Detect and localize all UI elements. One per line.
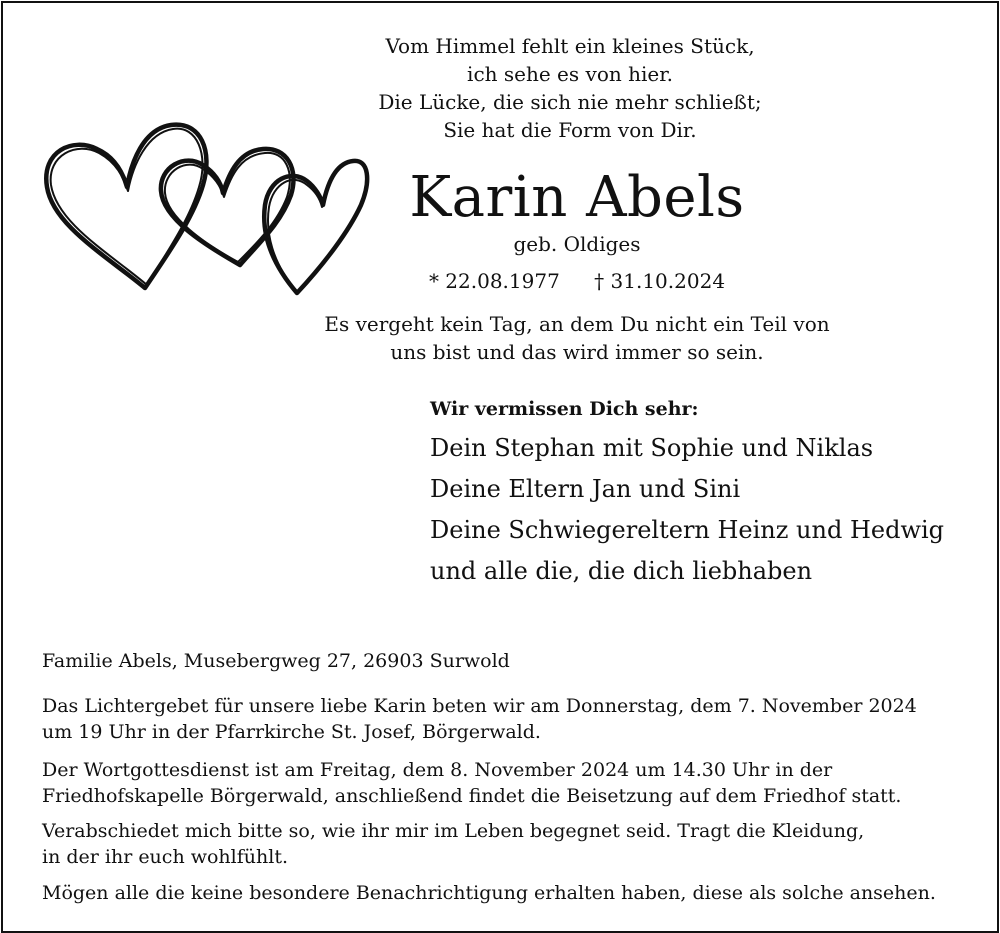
announcement-line: Das Lichtergebet für unsere liebe Karin beten wir am Donnerstag, dem 7. November 2024 <box>42 695 917 717</box>
family-address: Familie Abels, Musebergweg 27, 26903 Surwold <box>42 650 510 672</box>
poem-line: Sie hat die Form von Dir. <box>443 118 697 142</box>
announcement-notice <box>42 880 936 906</box>
announcement-line: Friedhofskapelle Börgerwald, anschließend findet die Beisetzung auf dem Friedhof statt. <box>42 785 902 807</box>
verse-line: uns bist und das wird immer so sein. <box>390 340 764 364</box>
mourner-line: Deine Eltern Jan und Sini <box>430 475 741 503</box>
announcement-line: Verabschiedet mich bitte so, wie ihr mir im Leben begegnet seid. Tragt die Kleidung, <box>42 820 865 842</box>
announcement-line: Mögen alle die keine besondere Benachrichtigung erhalten haben, diese als solche ansehen. <box>42 882 936 904</box>
announcement-prayer <box>42 693 917 745</box>
mourner-line: und alle die, die dich liebhaben <box>430 557 813 585</box>
announcement-line: Der Wortgottesdienst ist am Freitag, dem 8. November 2024 um 14.30 Uhr in der <box>42 759 833 781</box>
deceased-name: Karin Abels <box>409 165 745 230</box>
mourners-heading: Wir vermissen Dich sehr: <box>430 398 699 420</box>
poem-line: Vom Himmel fehlt ein kleines Stück, <box>385 34 755 58</box>
remembrance-verse <box>300 310 854 366</box>
birth-date: * 22.08.1977 <box>428 269 560 293</box>
poem-line: ich sehe es von hier. <box>467 62 673 86</box>
announcement-line: in der ihr euch wohlfühlt. <box>42 846 288 868</box>
announcement-clothing <box>42 818 864 870</box>
mourner-line: Dein Stephan mit Sophie und Niklas <box>430 434 874 462</box>
mourner-line: Deine Schwiegereltern Heinz und Hedwig <box>430 516 945 544</box>
announcement-line: um 19 Uhr in der Pfarrkirche St. Josef, Börgerwald. <box>42 721 541 743</box>
announcement-service <box>42 757 901 809</box>
maiden-name: geb. Oldiges <box>513 232 641 256</box>
mourners-list <box>430 428 944 592</box>
death-date: † 31.10.2024 <box>594 269 726 293</box>
life-dates <box>300 267 854 295</box>
poem-line: Die Lücke, die sich nie mehr schließt; <box>378 90 762 114</box>
memorial-poem <box>300 32 840 144</box>
verse-line: Es vergeht kein Tag, an dem Du nicht ein Teil von <box>324 312 830 336</box>
